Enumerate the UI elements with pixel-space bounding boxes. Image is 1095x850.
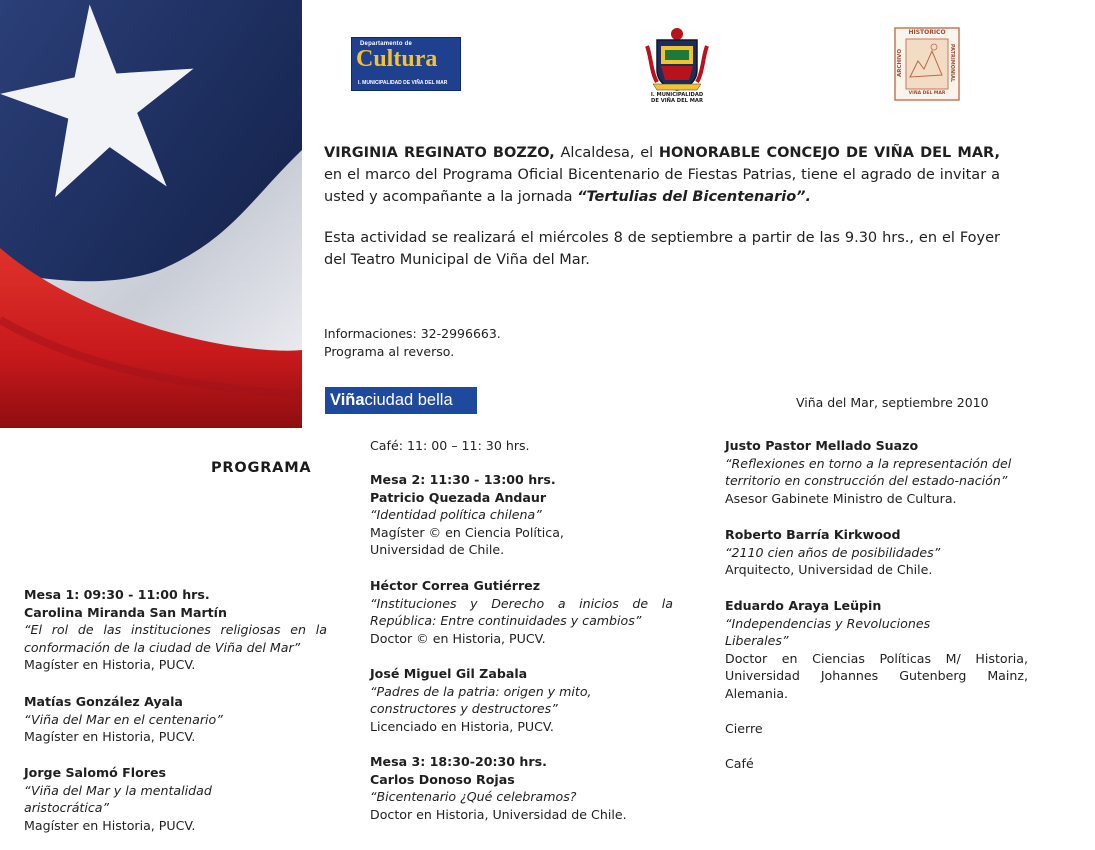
speaker-name: Jorge Salomó Flores [24, 765, 167, 780]
mesa-heading: Mesa 3: 18:30-20:30 hrs. [370, 754, 547, 769]
final-coffee: Café [725, 756, 754, 771]
speaker-name: Matías González Ayala [24, 694, 183, 709]
mesa-1-block [24, 586, 327, 674]
coffee-break: Café: 11: 00 – 11: 30 hrs. [370, 438, 530, 453]
speaker-bio: Doctor © en Historia, PUCV. [370, 630, 546, 646]
speaker-name: José Miguel Gil Zabala [370, 666, 528, 681]
speaker-name: Eduardo Araya Leüpin [725, 598, 882, 613]
speaker-name: Héctor Correa Gutiérrez [370, 578, 541, 593]
speaker-block [725, 526, 1028, 579]
speaker-name: Carlos Donoso Rojas [370, 771, 515, 787]
event-details-paragraph: Esta actividad se realizará el miércoles 8 de septiembre a partir de las 9.30 hrs., en el Foyer del Teatro Municipal de Viña del Mar. [324, 230, 1000, 268]
mesa-heading: Mesa 2: 11:30 - 13:00 hrs. [370, 472, 556, 487]
speaker-name: Roberto Barría Kirkwood [725, 527, 901, 542]
place-date: Viña del Mar, septiembre 2010 [796, 395, 989, 410]
municipal-coat-of-arms-logo: I. MUNICIPALIDAD DE VIÑA DEL MAR [643, 26, 711, 104]
talk-title: “Bicentenario ¿Qué celebramos? [370, 789, 577, 805]
speaker-bio: Doctor en Ciencias Políticas M/ Historia, Universidad Johannes Gutenberg Mainz, Alemania. [725, 650, 1028, 701]
vina-ciudad-bella-logo: Viñaciudad bella [325, 387, 477, 414]
program-title: PROGRAMA [211, 460, 312, 476]
talk-title: “Independencias y Revoluciones Liberales” [725, 615, 931, 649]
talk-title: “Viña del Mar y la mentalidad aristocrática” [24, 782, 212, 816]
speaker-bio: Doctor en Historia, Universidad de Chile. [370, 806, 627, 822]
speaker-bio: Magíster en Historia, PUCV. [24, 729, 196, 745]
archivo-historico-logo: HISTORICO VIÑA DEL MAR ARCHIVO PATRIMONIAL [894, 27, 960, 101]
talk-title: “Reflexiones en torno a la representación del territorio en construcción del estado-nación” [725, 455, 1012, 489]
speaker-bio: Asesor Gabinete Ministro de Cultura. [725, 490, 957, 506]
speaker-block [725, 437, 1028, 507]
talk-title: “2110 cien años de posibilidades” [725, 544, 941, 560]
talk-title: “Identidad política chilena” [370, 507, 542, 523]
speaker-name: Justo Pastor Mellado Suazo [725, 438, 919, 453]
speaker-bio: Magíster en Historia, PUCV. [24, 657, 196, 673]
speaker-block [370, 577, 673, 647]
speaker-name: Carolina Miranda San Martín [24, 604, 227, 620]
speaker-bio: Arquitecto, Universidad de Chile. [725, 562, 933, 578]
speaker-block [370, 665, 673, 735]
mesa-heading: Mesa 1: 09:30 - 11:00 hrs. [24, 587, 210, 602]
speaker-bio: Licenciado en Historia, PUCV. [370, 718, 554, 734]
event-name: “Tertulias del Bicentenario”. [577, 189, 811, 205]
speaker-block [725, 597, 1028, 703]
invitation-paragraph: VIRGINIA REGINATO BOZZO, Alcaldesa, el HONORABLE CONCEJO DE VIÑA DEL MAR, en el marco del Programa Oficial Bicentenario de Fiestas Patrias, tiene el agrado de invitar a usted y acompañante a la jornada “Tertulias del Bicentenario”. [324, 145, 1000, 205]
talk-title: “El rol de las instituciones religiosas en la conformación de la ciudad de Viña del Mar” [24, 622, 327, 655]
mayor-name: VIRGINIA REGINATO BOZZO, [324, 145, 555, 161]
cultura-department-logo: Departamento de Cultura I. MUNICIPALIDAD DE VIÑA DEL MAR [351, 37, 461, 91]
contact-info: Informaciones: 32-2996663. [324, 326, 501, 341]
speaker-block [24, 764, 249, 834]
closing: Cierre [725, 721, 763, 736]
speaker-bio: Magíster en Historia, PUCV. [24, 817, 196, 833]
speaker-bio: Magíster © en Ciencia Política, Universidad de Chile. [370, 524, 564, 558]
talk-title: “Padres de la patria: origen y mito, constructores y destructores” [370, 683, 592, 717]
talk-title: “Instituciones y Derecho a inicios de la República: Entre continuidades y cambios” [370, 595, 673, 629]
chilean-flag-image [0, 0, 302, 428]
speaker-name: Patricio Quezada Andaur [370, 489, 547, 505]
mesa-3-block [370, 753, 673, 823]
speaker-block [24, 693, 327, 746]
talk-title: “Viña del Mar en el centenario” [24, 711, 223, 727]
mesa-2-block [370, 471, 610, 559]
program-note: Programa al reverso. [324, 344, 455, 359]
council-name: HONORABLE CONCEJO DE VIÑA DEL MAR, [658, 145, 1000, 161]
